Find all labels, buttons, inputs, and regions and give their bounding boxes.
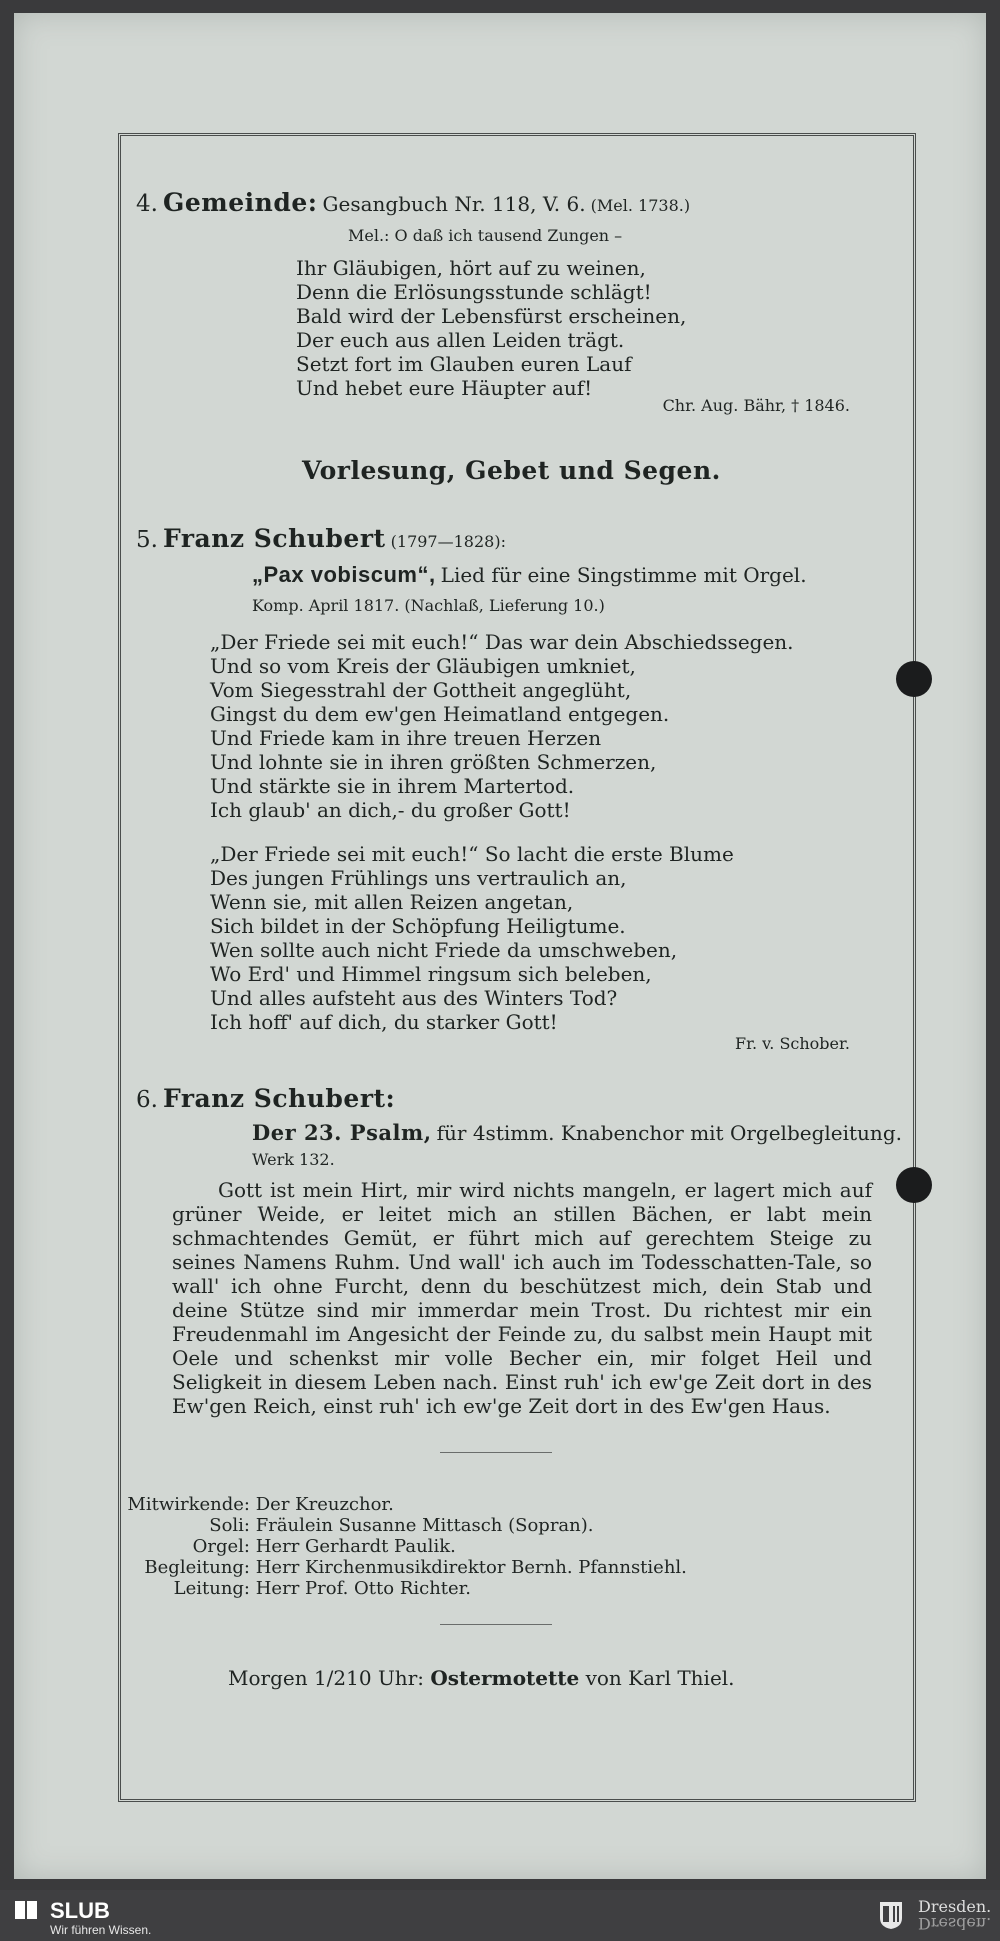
closing-title: Ostermotette xyxy=(430,1666,580,1690)
interlude-heading: Vorlesung, Gebet und Segen. xyxy=(302,456,721,485)
item6-heading xyxy=(136,1084,395,1113)
credit-value: Herr Gerhardt Paulik. xyxy=(255,1536,456,1557)
song-author: Fr. v. Schober. xyxy=(734,1034,850,1053)
verse-line: Und Friede kam in ihre treuen Herzen xyxy=(210,726,602,750)
credit-label: Begleitung: xyxy=(144,1557,250,1578)
verse-line: Ihr Gläubigen, hört auf zu weinen, xyxy=(296,256,646,280)
hymn-verse xyxy=(296,256,686,400)
verse-line: Und stärkte sie in ihrem Martertod. xyxy=(210,774,575,798)
city-logo[interactable] xyxy=(918,1899,991,1931)
divider xyxy=(440,1452,552,1453)
credit-value: Fräulein Susanne Mittasch (Sopran). xyxy=(255,1515,594,1536)
composer-name: Franz Schubert xyxy=(163,524,386,553)
opus-number: Werk 132. xyxy=(252,1150,335,1169)
item-number: 5. xyxy=(136,527,158,553)
composer-name: Franz Schubert: xyxy=(163,1084,396,1113)
brand-name[interactable]: SLUB xyxy=(50,1898,110,1923)
verse-line: Gingst du dem ew'gen Heimatland entgegen. xyxy=(210,702,670,726)
psalm-heading xyxy=(252,1120,902,1145)
verse-line: Und hebet eure Häupter auf! xyxy=(296,376,593,400)
punch-hole xyxy=(896,661,932,697)
work-description: für 4stimm. Knabenchor mit Orgelbegleitung. xyxy=(436,1121,902,1145)
credit-row xyxy=(0,1494,687,1515)
verse-line: „Der Friede sei mit euch!“ Das war dein Abschiedssegen. xyxy=(210,630,794,654)
punch-hole xyxy=(896,1167,932,1203)
credit-row xyxy=(0,1557,687,1578)
brand-tagline: Wir führen Wissen. xyxy=(50,1923,152,1937)
verse-line: Des jungen Frühlings uns vertraulich an, xyxy=(210,866,627,890)
credit-label: Soli: xyxy=(209,1515,250,1536)
verse-line: „Der Friede sei mit euch!“ So lacht die erste Blume xyxy=(210,842,734,866)
song-stanza-2 xyxy=(210,842,734,1034)
verse-line: Der euch aus allen Leiden trägt. xyxy=(296,328,625,352)
credit-value: Herr Kirchenmusikdirektor Bernh. Pfannstiehl. xyxy=(255,1557,687,1578)
credits-list xyxy=(0,1494,687,1599)
work-title: Der 23. Psalm, xyxy=(252,1120,432,1145)
melody-ref: (Mel. 1738.) xyxy=(590,196,691,215)
credit-row xyxy=(0,1578,687,1599)
closing-prefix: Morgen 1/210 Uhr: xyxy=(228,1666,424,1690)
psalm-text xyxy=(172,1178,872,1418)
verse-line: Setzt fort im Glauben euren Lauf xyxy=(296,352,632,376)
item4-heading xyxy=(136,188,690,217)
verse-line: Bald wird der Lebensfürst erscheinen, xyxy=(296,304,687,328)
credit-row xyxy=(0,1536,687,1557)
credit-label: Mitwirkende: xyxy=(127,1494,250,1515)
verse-line: Sich bildet in der Schöpfung Heiligtume. xyxy=(210,914,626,938)
hymnal-ref: Gesangbuch Nr. 118, V. 6. xyxy=(322,192,586,216)
verse-line: Und so vom Kreis der Gläubigen umkniet, xyxy=(210,654,636,678)
composer-dates: (1797—1828): xyxy=(390,532,506,551)
verse-line: Wenn sie, mit allen Reizen angetan, xyxy=(210,890,574,914)
credit-label: Orgel: xyxy=(192,1536,250,1557)
viewer-footer xyxy=(0,1890,1000,1941)
verse-line: Wo Erd' und Himmel ringsum sich beleben, xyxy=(210,962,652,986)
item5-heading xyxy=(136,524,506,553)
closing-announcement xyxy=(228,1666,735,1690)
verse-line: Und lohnte sie in ihren größten Schmerzen, xyxy=(210,750,657,774)
verse-line: Vom Siegesstrahl der Gottheit angeglüht, xyxy=(210,678,632,702)
credit-value: Der Kreuzchor. xyxy=(255,1494,394,1515)
song-stanza-1 xyxy=(210,630,794,822)
verse-line: Und alles aufsteht aus des Winters Tod? xyxy=(210,986,618,1010)
city-name-mirror: Dresden. xyxy=(918,1914,992,1933)
work-heading xyxy=(252,562,807,588)
psalm-body: Gott ist mein Hirt, mir wird nichts mangeln, er lagert mich auf grüner Weide, er leitet mich an stillen Bächen, er labt mein schmachtendes Gemüt, er führt mich auf gerechtem Steige zu seines Namens Ruhm. Und wall' ich auch im Todesschatten-Tale, so wall' ich ohne Furcht, denn du beschützest mich, dein Stab und deine Stütze sind mir immerdar mein Trost. Du richtest mir ein Freudenmahl im Angesicht der Feinde zu, du salbst mein Haupt mit Oele und schenkst mir volle Becher ein, mir folget Heil und Seligkeit in diesem Leben nach. Einst ruh' ich ew'ge Zeit dort in des Ew'gen Reich, einst ruh' ich ew'ge Zeit dort in des Ew'gen Haus. xyxy=(172,1178,872,1418)
credit-value: Herr Prof. Otto Richter. xyxy=(255,1578,472,1599)
credit-label: Leitung: xyxy=(173,1578,250,1599)
verse-line: Ich glaub' an dich,- du großer Gott! xyxy=(210,798,571,822)
work-title: „Pax vobiscum“, xyxy=(252,562,436,587)
item-title: Gemeinde: xyxy=(163,188,318,217)
item-number: 4. xyxy=(136,191,158,217)
hymn-author: Chr. Aug. Bähr, † 1846. xyxy=(662,396,850,415)
coat-of-arms-icon xyxy=(878,1900,904,1930)
credit-row xyxy=(0,1515,687,1536)
book-icon xyxy=(14,1899,40,1921)
closing-suffix: von Karl Thiel. xyxy=(585,1666,735,1690)
verse-line: Denn die Erlösungsstunde schlägt! xyxy=(296,280,652,304)
verse-line: Wen sollte auch nicht Friede da umschweben, xyxy=(210,938,678,962)
divider xyxy=(440,1624,552,1625)
item-number: 6. xyxy=(136,1087,158,1113)
work-description: Lied für eine Singstimme mit Orgel. xyxy=(440,563,807,587)
melody-line: Mel.: O daß ich tausend Zungen – xyxy=(348,226,623,245)
verse-line: Ich hoff' auf dich, du starker Gott! xyxy=(210,1010,558,1034)
composition-note: Komp. April 1817. (Nachlaß, Lieferung 10.) xyxy=(252,596,605,615)
city-name: Dresden. xyxy=(918,1897,992,1916)
